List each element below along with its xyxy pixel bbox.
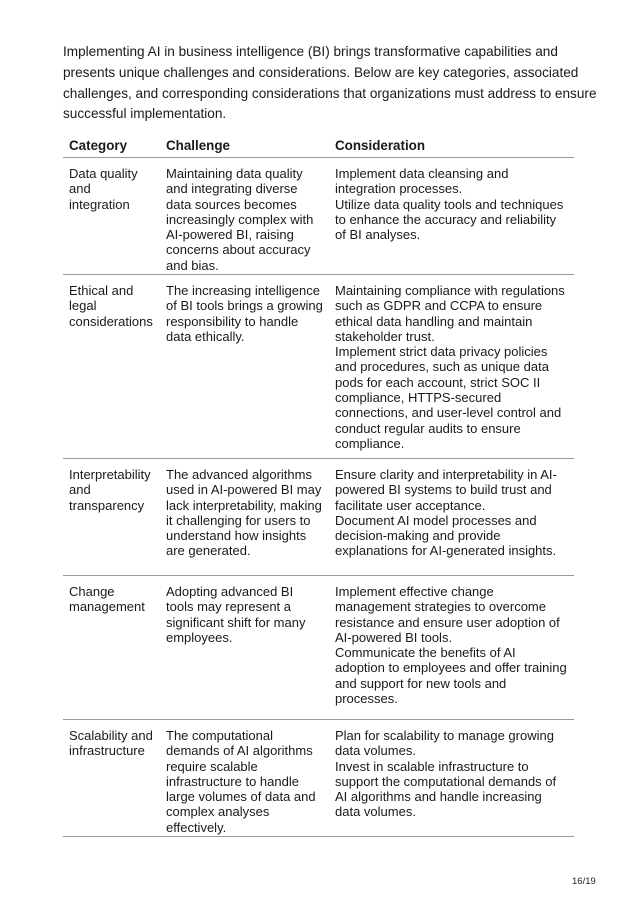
consideration-line: Implement effective change	[335, 584, 494, 599]
category-line: Scalability and	[69, 728, 153, 743]
cell-consideration	[329, 275, 574, 458]
consideration-line: integration processes.	[335, 181, 463, 197]
consideration-line: powered BI systems to build trust and	[335, 482, 552, 498]
consideration-line: to enhance the accuracy and reliability	[335, 211, 557, 227]
consideration-line: connections, and user-level control and	[335, 405, 562, 421]
challenge-line: understand how insights	[166, 528, 307, 544]
table-row	[63, 720, 574, 837]
challenge-line: The computational	[166, 728, 273, 743]
cell-challenge	[160, 576, 329, 719]
consideration-line: data volumes.	[335, 743, 416, 759]
consideration-line: and procedures, such as unique data	[335, 359, 549, 375]
consideration-line: AI algorithms and handle increasing	[335, 789, 542, 805]
intro-line: presents unique challenges and considerations. Below are key categories, associated	[63, 64, 579, 80]
consideration-line: Implement data cleansing and	[335, 166, 509, 181]
consideration-line: processes.	[335, 691, 398, 707]
category-line: integration	[69, 196, 130, 212]
challenge-line: and bias.	[166, 257, 219, 273]
consideration-line: Maintaining compliance with regulations	[335, 283, 565, 298]
intro-paragraph	[63, 42, 597, 125]
challenge-line: used in AI-powered BI may	[166, 482, 322, 498]
challenge-line: increasingly complex with	[166, 211, 314, 227]
challenge-line: and integrating diverse	[166, 181, 298, 197]
category-line: Ethical and	[69, 283, 134, 298]
category-line: transparency	[69, 497, 145, 513]
table-row	[63, 576, 574, 720]
consideration-line: Utilize data quality tools and techniques	[335, 196, 564, 212]
category-line: management	[69, 599, 145, 615]
cell-category	[63, 576, 160, 719]
challenge-line: tools may represent a	[166, 599, 292, 615]
consideration-line: explanations for AI-generated insights.	[335, 543, 557, 559]
consideration-line: compliance, HTTPS-secured	[335, 390, 502, 406]
challenge-line: Adopting advanced BI	[166, 584, 294, 599]
intro-line: Implementing AI in business intelligence (BI) brings transformative capabilities and	[63, 44, 558, 59]
consideration-line: compliance.	[335, 435, 405, 451]
consideration-line: resistance and ensure user adoption of	[335, 614, 560, 630]
table-row	[63, 275, 574, 459]
challenge-line: require scalable	[166, 758, 258, 774]
header-category: Category	[69, 138, 128, 153]
cell-challenge	[160, 459, 329, 575]
challenge-line: responsibility to handle	[166, 313, 299, 329]
cell-consideration	[329, 158, 574, 274]
consideration-line: Plan for scalability to manage growing	[335, 728, 554, 743]
cell-category	[63, 158, 160, 274]
category-line: infrastructure	[69, 743, 145, 759]
header-consideration: Consideration	[335, 138, 426, 153]
challenge-line: concerns about accuracy	[166, 242, 311, 258]
cell-category	[63, 720, 160, 836]
table-row	[63, 158, 574, 275]
consideration-line: decision-making and provide	[335, 528, 501, 544]
challenge-line: Maintaining data quality	[166, 166, 303, 181]
category-line: considerations	[69, 313, 153, 329]
category-line: and	[69, 181, 91, 197]
consideration-line: conduct regular audits to ensure	[335, 420, 521, 436]
challenge-line: significant shift for many	[166, 614, 306, 630]
cell-category	[63, 459, 160, 575]
consideration-line: ethical data handling and maintain	[335, 313, 533, 329]
challenge-line: AI-powered BI, raising	[166, 227, 294, 243]
table-header	[63, 133, 574, 158]
challenge-line: employees.	[166, 629, 233, 645]
consideration-line: Implement strict data privacy policies	[335, 344, 548, 360]
challenge-line: are generated.	[166, 543, 251, 559]
consideration-line: AI-powered BI tools.	[335, 629, 453, 645]
cell-consideration	[329, 576, 574, 719]
considerations-table	[63, 133, 574, 837]
challenge-line: demands of AI algorithms	[166, 743, 313, 759]
consideration-line: management strategies to overcome	[335, 599, 546, 615]
challenge-line: data sources becomes	[166, 196, 297, 212]
cell-consideration	[329, 720, 574, 836]
challenge-line: it challenging for users to	[166, 512, 311, 528]
consideration-line: adoption to employees and offer training	[335, 660, 567, 676]
challenge-line: The advanced algorithms	[166, 467, 312, 482]
challenge-line: large volumes of data and	[166, 789, 316, 805]
challenge-line: The increasing intelligence	[166, 283, 320, 298]
consideration-line: such as GDPR and CCPA to ensure	[335, 298, 543, 314]
challenge-line: complex analyses	[166, 804, 270, 820]
consideration-line: stakeholder trust.	[335, 328, 435, 344]
consideration-line: data volumes.	[335, 804, 416, 820]
cell-challenge	[160, 158, 329, 274]
category-line: Interpretability	[69, 467, 151, 482]
consideration-line: and support for new tools and	[335, 675, 507, 691]
cell-consideration	[329, 459, 574, 575]
challenge-line: effectively.	[166, 819, 227, 835]
cell-challenge	[160, 275, 329, 458]
consideration-line: Communicate the benefits of AI	[335, 645, 516, 661]
cell-challenge	[160, 720, 329, 836]
table-row	[63, 459, 574, 576]
consideration-line: of BI analyses.	[335, 227, 421, 243]
consideration-line: Ensure clarity and interpretability in AI-	[335, 467, 557, 482]
challenge-line: lack interpretability, making	[166, 497, 322, 513]
intro-line: successful implementation.	[63, 106, 227, 122]
consideration-line: pods for each account, strict SOC II	[335, 374, 541, 390]
challenge-line: of BI tools brings a growing	[166, 298, 323, 314]
challenge-line: infrastructure to handle	[166, 773, 299, 789]
category-line: Data quality	[69, 166, 138, 181]
cell-category	[63, 275, 160, 458]
table-body	[63, 158, 574, 837]
consideration-line: Invest in scalable infrastructure to	[335, 758, 529, 774]
challenge-line: data ethically.	[166, 328, 245, 344]
consideration-line: Document AI model processes and	[335, 512, 537, 528]
category-line: and	[69, 482, 91, 498]
page-number: 16/19	[572, 876, 596, 887]
consideration-line: support the computational demands of	[335, 773, 557, 789]
category-line: legal	[69, 298, 97, 314]
header-challenge: Challenge	[166, 138, 230, 153]
intro-line: challenges, and corresponding considerations that organizations must address to ensure	[63, 85, 597, 101]
consideration-line: facilitate user acceptance.	[335, 497, 486, 513]
category-line: Change	[69, 584, 115, 599]
